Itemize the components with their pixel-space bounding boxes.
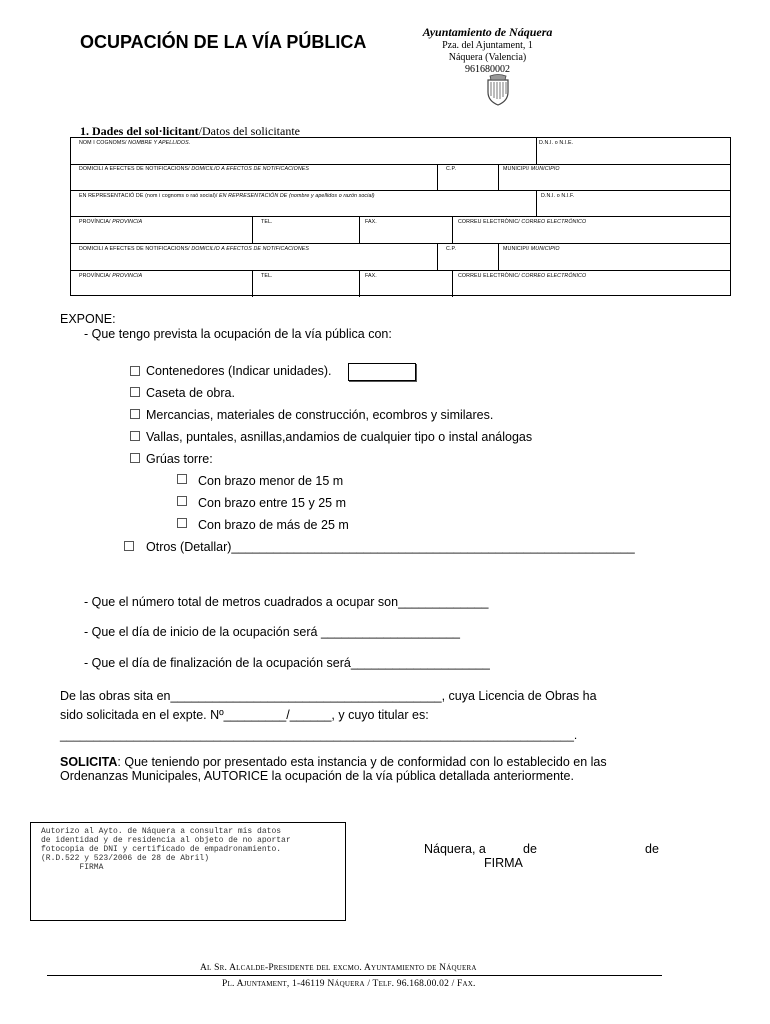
signature-place: Náquera, a — [424, 842, 486, 856]
representative-field-label: EN REPRESENTACIÓ DE (nom i cognoms o raó social)/ EN REPRESENTACIÓN DE (nombre y apellidos o razón social) — [79, 193, 375, 199]
vallas-label: Vallas, puntales, asnillas,andamios de cualquier tipo o instal análogas — [146, 430, 533, 444]
address-field-label: DOMICILI A EFECTES DE NOTIFICACIONS/ DOMICILIO A EFECTOS DE NOTIFICACIONES — [79, 166, 310, 172]
organization-city: Náquera (Valencia) — [448, 52, 527, 63]
consent-line: (R.D.522 y 523/2006 de 28 de Abril) — [41, 854, 210, 863]
solicita-line-2: Ordenanzas Municipales, AUTORICE la ocupación de la vía pública detallada anteriormente. — [60, 769, 574, 783]
applicant-data-table — [70, 137, 731, 296]
metros-line[interactable]: - Que el número total de metros cuadrados a ocupar son_____________ — [84, 595, 489, 609]
caseta-label: Caseta de obra. — [146, 386, 235, 400]
otros-label[interactable]: Otros (Detallar)__________________________________________________________ — [146, 540, 635, 554]
contenedores-label: Contenedores (Indicar unidades). — [146, 364, 332, 378]
representative-dni-label: D.N.I. o N.I.F. — [541, 193, 575, 199]
province-label-2: PROVÍNCIA/ PROVINCIA — [79, 273, 143, 279]
consent-line: Autorizo al Ayto. de Náquera a consultar mis datos — [41, 827, 282, 836]
footer-addressee: Al Sr. Alcalde-Presidente del excmo. Ayuntamiento de Náquera — [200, 963, 477, 973]
email-label-2: CORREU ELECTRÒNIC/ CORREO ELECTRÓNICO — [458, 273, 587, 279]
gruas-label: Grúas torre: — [146, 452, 213, 466]
mercancias-label: Mercancias, materiales de construcción, ecombros y similares. — [146, 408, 494, 422]
obras-line-2[interactable]: sido solicitada en el expte. Nº_________/______, y cuyo titular es: — [60, 708, 429, 722]
organization-address: Pza. del Ajuntament, 1 — [442, 40, 533, 51]
signature-firma: FIRMA — [484, 856, 523, 870]
notification-address-label: DOMICILI A EFECTES DE NOTIFICACIONS/ DOMICILIO A EFECTOS DE NOTIFICACIONES — [79, 246, 310, 252]
mercancias-checkbox[interactable] — [130, 409, 140, 419]
organization-block — [400, 25, 575, 76]
contenedores-checkbox[interactable] — [130, 366, 140, 376]
municipality-label-2: MUNICIPI/ MUNICIPIO — [503, 246, 560, 252]
province-label: PROVÍNCIA/ PROVINCIA — [79, 219, 143, 225]
expone-heading: EXPONE: — [60, 312, 116, 326]
solicita-line-1: SOLICITA: Que teniendo por presentado esta instancia y de conformidad con lo establecido en las — [60, 755, 607, 769]
brazo-entre-checkbox[interactable] — [177, 496, 187, 506]
fin-line[interactable]: - Que el día de finalización de la ocupación será____________________ — [84, 656, 490, 670]
consent-line: FIRMA — [41, 863, 104, 872]
fax-label: FAX. — [365, 219, 377, 225]
postal-code-label-2: C.P. — [446, 246, 457, 252]
vallas-checkbox[interactable] — [130, 431, 140, 441]
consent-box[interactable] — [30, 822, 346, 921]
footer-address: Pl. Ajuntament, 1-46119 Náquera / Telf. 96.168.00.02 / Fax. — [222, 979, 476, 989]
brazo-menor-checkbox[interactable] — [177, 474, 187, 484]
phone-label-2: TEL. — [261, 273, 273, 279]
gruas-checkbox[interactable] — [130, 453, 140, 463]
coat-of-arms-icon — [485, 74, 511, 106]
brazo-entre-label: Con brazo entre 15 y 25 m — [198, 496, 346, 510]
fax-label-2: FAX. — [365, 273, 377, 279]
brazo-mas-checkbox[interactable] — [177, 518, 187, 528]
municipality-label: MUNICIPI/ MUNICIPIO — [503, 166, 560, 172]
otros-checkbox[interactable] — [124, 541, 134, 551]
name-field-label: NOM I COGNOMS/ NOMBRE Y APELLIDOS. — [79, 140, 191, 146]
consent-line: fotocopia de DNI y certificado de empadronamiento. — [41, 845, 282, 854]
signature-de-1: de — [523, 842, 537, 856]
brazo-menor-label: Con brazo menor de 15 m — [198, 474, 344, 488]
dni-field-label: D.N.I. o N.I.E. — [539, 140, 574, 146]
section-1-title: 1. Dades del sol·licitant/Datos del solicitante — [80, 124, 300, 138]
phone-label: TEL. — [261, 219, 273, 225]
postal-code-label: C.P. — [446, 166, 457, 172]
organization-name: Ayuntamiento de Náquera — [422, 25, 553, 39]
signature-de-2: de — [645, 842, 659, 856]
units-input[interactable] — [348, 363, 416, 381]
inicio-line[interactable]: - Que el día de inicio de la ocupación será ____________________ — [84, 625, 460, 639]
expone-intro: - Que tengo prevista la ocupación de la vía pública con: — [84, 327, 392, 341]
email-label: CORREU ELECTRÒNIC/ CORREO ELECTRÓNICO — [458, 219, 587, 225]
consent-line: de identidad y de residencia al objeto de no aportar — [41, 836, 291, 845]
caseta-checkbox[interactable] — [130, 387, 140, 397]
organization-phone: 961680002 — [465, 64, 510, 75]
footer-divider — [47, 975, 662, 976]
obras-line-1[interactable]: De las obras sita en_______________________________________, cuya Licencia de Obras ha — [60, 689, 597, 703]
brazo-mas-label: Con brazo de más de 25 m — [198, 518, 349, 532]
obras-line-3[interactable]: _____________________________________________________________________________. — [60, 728, 578, 742]
page-title: OCUPACIÓN DE LA VÍA PÚBLICA — [80, 32, 367, 52]
